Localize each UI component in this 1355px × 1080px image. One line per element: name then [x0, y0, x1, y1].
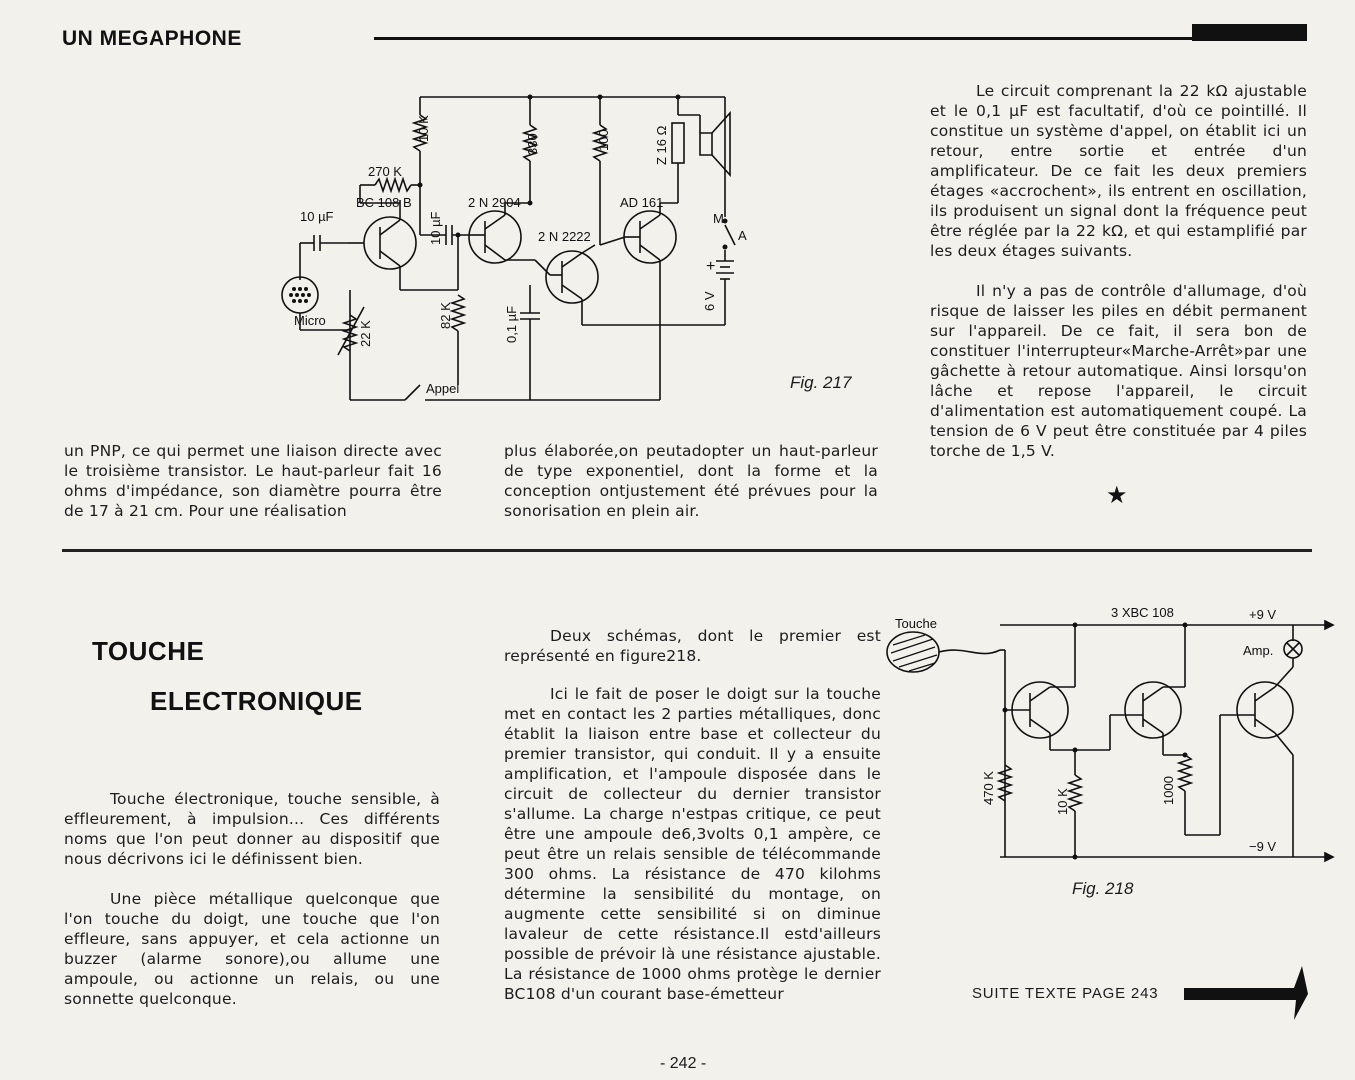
fig217-label-m: M [713, 211, 724, 226]
lower-middle-column [504, 626, 881, 1004]
continued-arrow-icon [1184, 958, 1312, 1028]
fig217-label-t1: BC 108 B [356, 195, 412, 210]
fig217-label-t2: 2 N 2904 [468, 195, 521, 210]
lower-middle-paragraph-1: Deux schémas, dont le premier est représenté en figure218. [504, 627, 881, 665]
fig217-circuit-diagram [250, 85, 860, 405]
fig217-label-r270k: 270 K [368, 164, 402, 179]
fig218-label-r10k: 10 K [1055, 788, 1070, 815]
svg-text:+: + [706, 258, 716, 275]
section-divider [62, 549, 1312, 552]
fig217-label-c10a: 10 µF [300, 209, 334, 224]
page-number: - 242 - [660, 1055, 707, 1072]
upper-left-paragraph: un PNP, ce qui permet une liaison directe avec le troisième transistor. Le haut-parleur fait 16 ohms d'impédance, son diamètre pourra être de 17 à 21 cm. Pour une réalisation [64, 442, 442, 520]
header-rule [374, 37, 1192, 40]
section-title-line2: ELECTRONIQUE [150, 686, 363, 716]
fig218-caption: Fig. 218 [1072, 879, 1134, 898]
fig218-label-amp: Amp. [1243, 643, 1274, 658]
continued-note-label: SUITE TEXTE PAGE [972, 985, 1126, 1002]
fig217-label-r100: 100 [596, 129, 611, 151]
fig217-label-speaker: Z 16 Ω [654, 125, 669, 165]
continued-note [972, 985, 1158, 1002]
upper-middle-column [504, 441, 878, 521]
fig217-label-appel: Appel [426, 381, 460, 396]
page-header-title: UN MEGAPHONE [62, 27, 242, 50]
lower-left-paragraph-1: Touche électronique, touche sensible, à effleurement, à impulsion... Ces différents noms que l'on peut donner au dispositif que nous décrivons ici le définissent bien. [64, 790, 440, 868]
upper-right-paragraph-1: Le circuit comprenant la 22 kΩ ajustable et le 0,1 µF est facultatif, d'où ce pointillé. Il constitue un système d'appel, on établit ici un retour, entre sortie et entrée d'un amplificateur. De ce fait les deux premiers étages «accrochent», ils entrent en oscillation, ils produisent un signal dont la fréquence peut être réglée par la 22 kΩ, et qui estamplifié par les deux étages suivants. [930, 82, 1307, 260]
fig218-label-r470k: 470 K [981, 771, 996, 805]
fig218-label-transistors: 3 XBC 108 [1111, 605, 1174, 620]
fig217-label-r82k: 82 K [438, 302, 453, 329]
lower-left-paragraph-2: Une pièce métallique quelconque que l'on touche du doigt, une touche que l'on effleure, sans appuyer, et cela actionne un buzzer (alarme sonore),ou allume une ampoule, ou actionne un relais, ou une sonnette quelconque. [64, 890, 440, 1008]
continued-note-page: 243 [1130, 985, 1159, 1002]
fig217-label-r10k: 10 K [416, 115, 431, 142]
fig217-label-t4: AD 161 [620, 195, 664, 210]
section-title-line1: TOUCHE [92, 636, 205, 666]
fig217-label-pot: 22 K [358, 320, 373, 347]
fig217-label-c01: 0,1 µF [504, 305, 519, 343]
header-bar [1192, 24, 1307, 41]
star-ornament: ★ [1106, 481, 1128, 509]
fig218-label-vminus: −9 V [1249, 839, 1277, 854]
fig217-caption: Fig. 217 [790, 373, 852, 392]
lower-left-column [64, 789, 440, 1009]
fig217-label-r330: 330 [525, 133, 540, 155]
upper-left-column [64, 441, 442, 521]
fig217-label-c10b: 10 µF [428, 211, 443, 245]
fig218-label-r1000: 1000 [1161, 776, 1176, 805]
fig218-label-vplus: +9 V [1249, 607, 1277, 622]
upper-middle-paragraph: plus élaborée,on peutadopter un haut-parleur de type exponentiel, dont la forme et la conception ontjustement été prévues pour la sonorisation en plein air. [504, 442, 878, 520]
fig217-label-a: A [738, 228, 747, 243]
upper-right-paragraph-2: Il n'y a pas de contrôle d'allumage, d'où risque de laisser les piles en débit permanent sur l'appareil. De ce fait, il sera bon de constituer l'interrupteur«Marche-Arrêt»par une gâchette à retour automatique. Ainsi lorsqu'on lâche et repose l'appareil, le circuit d'alimentation est automatiquement coupé. La tension de 6 V peut être constituée par 4 piles torche de 1,5 V. [930, 282, 1307, 460]
fig217-label-mic: Micro [294, 313, 326, 328]
fig218-circuit-diagram [885, 605, 1335, 880]
upper-right-column [930, 81, 1307, 461]
fig217-label-battery: 6 V [702, 291, 717, 311]
fig217-label-t3: 2 N 2222 [538, 229, 591, 244]
fig218-label-touche: Touche [895, 616, 937, 631]
lower-middle-paragraph-2: Ici le fait de poser le doigt sur la touche met en contact les 2 parties métalliques, donc établit la liaison entre base et collecteur du premier transistor, qui conduit. Il y a ensuite amplification, et l'ampoule disposée dans le circuit de collecteur du dernier transistor s'allume. La charge n'estpas critique, ce peut être une ampoule de6,3volts 0,1 ampère, ce peut être un relais sensible de télécommande 300 ohms. La résistance de 470 kilohms détermine la sensibilité du montage, on augmente cette sensibilité si on diminue lavaleur de cette résistance.Il estd'ailleurs possible de prévoir là une résistance ajustable. La résistance de 1000 ohms protège le dernier BC108 d'un courant base-émetteur [504, 685, 881, 1003]
